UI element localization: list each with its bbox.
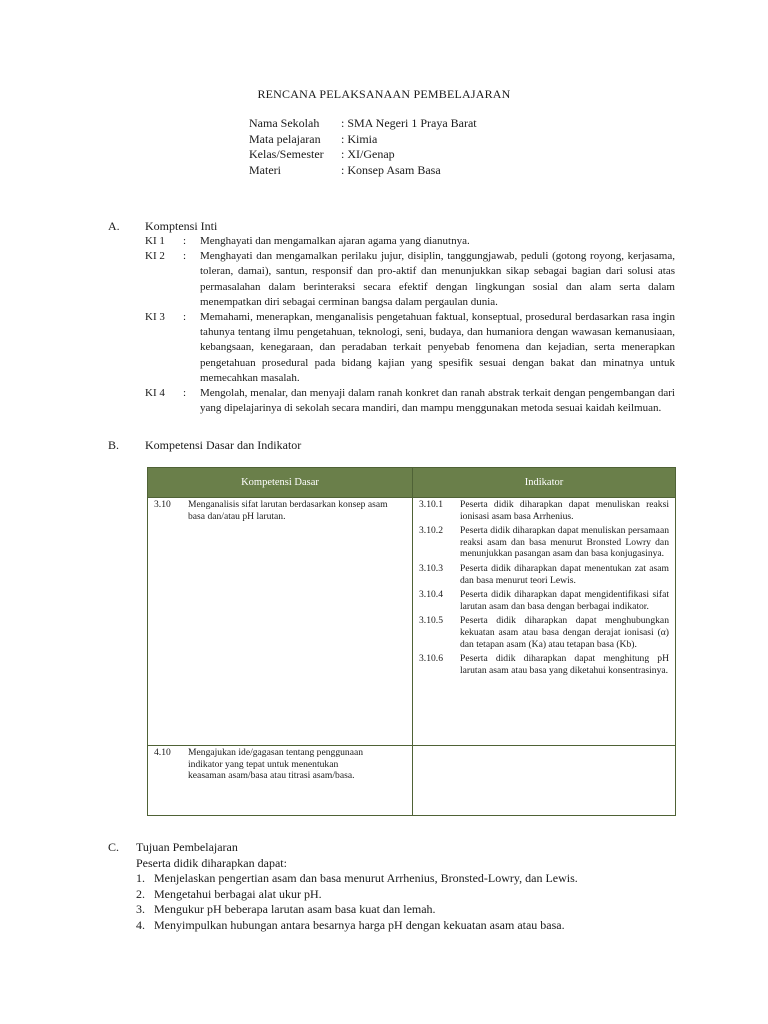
kd-entry [148,498,412,522]
section-c [108,840,668,933]
section-title: Tujuan Pembelajaran [136,840,238,854]
objective-list [108,871,668,933]
section-letter: C. [108,840,120,854]
ki-text: Memahami, menerapkan, menganalisis pengetahuan faktual, konseptual, prosedural berdasarkan rasa ingin tahunya tentang ilmu pengetahuan, teknologi, seni, budaya, dan humaniora dengan wawasan kemanusiaan, kebangsaan, kenegaraan, dan peradaban terkait penyebab fenomena dan kejadian, serta menerapkan pengetahuan prosedural pada bidang kajian yang spesifik sesuai dengan bakat dan minatnya untuk memecahkan masalah. [200,311,675,384]
ki-item-4 [145,386,675,416]
kd-code: 3.10 [154,499,171,510]
info-label: Mata pelajaran [249,131,321,146]
indicator-code: 3.10.5 [419,615,443,627]
kd-cell [148,746,413,816]
list-text: Menjelaskan pengertian asam dan basa menurut Arrhenius, Bronsted-Lowry, dan Lewis. [154,871,578,885]
indicator-code: 3.10.6 [419,653,443,665]
list-item [136,887,668,903]
ki-colon: : [183,235,187,247]
column-header-kd: Kompetensi Dasar [148,468,413,498]
ki-text: Menghayati dan mengamalkan ajaran agama yang dianutnya. [200,235,470,247]
info-value: : Konsep Asam Basa [341,162,441,177]
info-row-class [249,147,477,163]
kd-text: Menganalisis sifat larutan berdasarkan konsep asam basa dan/atau pH larutan. [188,499,388,522]
column-header-indicator: Indikator [413,468,676,498]
info-label: Kelas/Semester [249,147,324,161]
indicator-list [413,498,675,676]
section-title: Kompetensi Dasar dan Indikator [145,438,302,452]
indicator-item [419,563,669,586]
list-text: Mengukur pH beberapa larutan asam basa kuat dan lemah. [154,902,436,916]
list-text: Menyimpulkan hubungan antara besarnya harga pH dengan kekuatan asam atau basa. [154,917,565,932]
kd-cell [148,498,413,746]
info-label: Nama Sekolah [249,116,320,130]
list-item [136,871,668,887]
indicator-text: Peserta didik diharapkan dapat menuliskan reaksi ionisasi asam basa Arrhenius. [460,499,669,522]
ki-list [145,234,675,416]
indicator-code: 3.10.1 [419,499,443,510]
ki-item-2 [145,249,675,310]
ki-text: Menghayati dan mengamalkan perilaku jujur, disiplin, tanggungjawab, peduli (gotong royong, kerjasama, toleran, damai), santun, responsif dan pro-aktif dan menunjukkan sikap sebagai bagian dari solusi atas permasalahan dalam berinteraksi secara efektif dengan lingkungan sosial dan alam serta dalam menempatkan diri sebagai cerminan bangsa dalam pergaulan dunia. [200,250,675,308]
table-header-row [148,468,676,498]
indicator-item [419,525,669,560]
indicator-code: 3.10.3 [419,562,443,574]
indicator-item [419,499,669,522]
list-number: 3. [136,902,145,916]
ki-text: Mengolah, menalar, dan menyaji dalam ranah konkret dan ranah abstrak terkait dengan pengembangan dari yang dipelajarinya di sekolah secara mandiri, dan mampu menggunakan metoda sesuai kaidah keilmuan. [200,387,675,415]
ki-colon: : [183,387,187,400]
indicator-text: Peserta didik diharapkan dapat menghitung pH larutan asam atau basa yang diketahui konsentrasinya. [460,653,669,676]
table-row [148,498,676,746]
ki-code: KI 1 [145,235,165,247]
indicator-cell [413,498,676,746]
indicator-code: 3.10.4 [419,589,443,601]
document-title: RENCANA PELAKSANAAN PEMBELAJARAN [257,87,511,101]
info-value: : XI/Genap [341,147,395,161]
indicator-item [419,589,669,612]
info-value: : Kimia [341,131,378,146]
ki-colon: : [183,311,187,324]
ki-item-1 [145,234,675,249]
ki-colon: : [183,250,187,263]
section-c-heading [108,840,668,856]
ki-code: KI 3 [145,311,165,324]
info-label: Materi [249,162,281,177]
list-number: 2. [136,886,145,901]
ki-code: KI 4 [145,387,165,400]
ki-code: KI 2 [145,250,165,263]
kd-entry [148,746,412,782]
info-row-school [249,116,477,132]
info-block [249,116,477,178]
indicator-item [419,615,669,650]
info-value: : SMA Negeri 1 Praya Barat [341,116,477,130]
indicator-text: Peserta didik diharapkan dapat mengidentifikasi sifat larutan asam dan basa dengan berbagai indikator. [460,589,669,612]
ki-item-3 [145,310,675,386]
list-number: 4. [136,917,145,932]
list-text: Mengetahui berbagai alat ukur pH. [154,886,322,901]
indicator-text: Peserta didik diharapkan dapat menuliskan persamaan reaksi asam dan basa menurut Bronsted Lowry dan menunjukkan pasangan asam dan basa konjugasinya. [460,525,669,560]
section-title: Komptensi Inti [145,219,218,233]
section-letter: A. [108,219,120,233]
section-c-intro: Peserta didik diharapkan dapat: [136,855,287,870]
table-row [148,746,676,816]
section-letter: B. [108,438,120,452]
list-item [136,902,668,918]
info-row-material [249,163,477,179]
info-row-subject [249,132,477,148]
indicator-cell-empty [413,746,676,816]
list-number: 1. [136,871,145,885]
kd-code: 4.10 [154,747,171,758]
indicator-item [419,653,669,676]
kd-text: Mengajukan ide/gagasan tentang penggunaan indikator yang tepat untuk menentukan keasaman asam/basa atau titrasi asam/basa. [188,747,364,782]
indicator-code: 3.10.2 [419,525,443,537]
kd-indicator-table [147,467,676,816]
indicator-text: Peserta didik diharapkan dapat menentukan zat asam dan basa menurut teori Lewis. [460,562,669,586]
indicator-text: Peserta didik diharapkan dapat menghubungkan kekuatan asam atau basa dengan derajat ionisasi (α) dan tetapan asam (Ka) atau tetapan basa (Kb). [460,615,669,650]
list-item [136,918,668,934]
